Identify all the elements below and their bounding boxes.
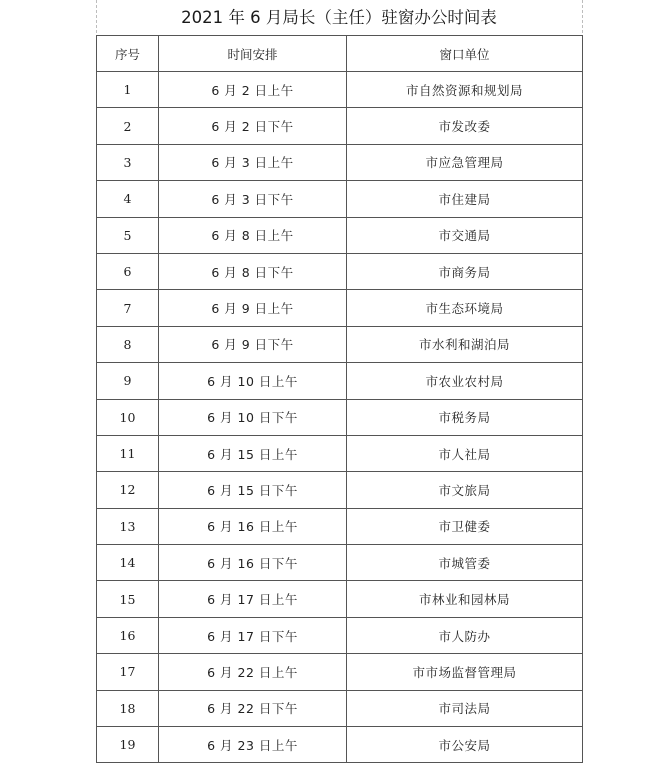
row-number: 6 xyxy=(97,253,159,289)
row-time: 6 月 17 日上午 xyxy=(159,581,347,617)
row-time: 6 月 2 日下午 xyxy=(159,108,347,144)
row-time: 6 月 22 日下午 xyxy=(159,690,347,726)
row-department: 市公安局 xyxy=(347,727,583,763)
row-department: 市文旅局 xyxy=(347,472,583,508)
row-time: 6 月 22 日上午 xyxy=(159,654,347,690)
row-number: 4 xyxy=(97,181,159,217)
table-row xyxy=(97,326,583,362)
table-row xyxy=(97,654,583,690)
row-department: 市人防办 xyxy=(347,617,583,653)
row-time: 6 月 9 日下午 xyxy=(159,326,347,362)
document-title: 2021 年 6 月局长（主任）驻窗办公时间表 xyxy=(181,8,497,27)
table-row xyxy=(97,727,583,763)
table-row xyxy=(97,363,583,399)
row-time: 6 月 16 日下午 xyxy=(159,545,347,581)
row-number: 1 xyxy=(97,72,159,108)
row-time: 6 月 23 日上午 xyxy=(159,727,347,763)
row-time: 6 月 10 日上午 xyxy=(159,363,347,399)
table-row xyxy=(97,72,583,108)
table-row xyxy=(97,217,583,253)
row-time: 6 月 8 日下午 xyxy=(159,253,347,289)
row-department: 市卫健委 xyxy=(347,508,583,544)
row-department: 市林业和园林局 xyxy=(347,581,583,617)
row-department: 市税务局 xyxy=(347,399,583,435)
row-time: 6 月 2 日上午 xyxy=(159,72,347,108)
header-row xyxy=(97,36,583,72)
row-number: 9 xyxy=(97,363,159,399)
table-row xyxy=(97,435,583,471)
table-row xyxy=(97,508,583,544)
row-number: 11 xyxy=(97,435,159,471)
table-row xyxy=(97,545,583,581)
row-department: 市农业农村局 xyxy=(347,363,583,399)
row-department: 市水利和湖泊局 xyxy=(347,326,583,362)
table-row xyxy=(97,617,583,653)
row-department: 市住建局 xyxy=(347,181,583,217)
row-number: 10 xyxy=(97,399,159,435)
row-department: 市城管委 xyxy=(347,545,583,581)
row-time: 6 月 17 日下午 xyxy=(159,617,347,653)
row-department: 市自然资源和规划局 xyxy=(347,72,583,108)
row-department: 市司法局 xyxy=(347,690,583,726)
row-department: 市商务局 xyxy=(347,253,583,289)
row-number: 15 xyxy=(97,581,159,617)
row-time: 6 月 9 日上午 xyxy=(159,290,347,326)
row-number: 18 xyxy=(97,690,159,726)
table-body xyxy=(97,72,583,763)
row-department: 市人社局 xyxy=(347,435,583,471)
row-number: 16 xyxy=(97,617,159,653)
row-time: 6 月 10 日下午 xyxy=(159,399,347,435)
table-row xyxy=(97,472,583,508)
row-department: 市市场监督管理局 xyxy=(347,654,583,690)
row-number: 19 xyxy=(97,727,159,763)
row-time: 6 月 15 日下午 xyxy=(159,472,347,508)
table-row xyxy=(97,399,583,435)
row-number: 2 xyxy=(97,108,159,144)
row-department: 市应急管理局 xyxy=(347,144,583,180)
row-number: 13 xyxy=(97,508,159,544)
table-row xyxy=(97,581,583,617)
row-time: 6 月 16 日上午 xyxy=(159,508,347,544)
row-department: 市交通局 xyxy=(347,217,583,253)
table-row xyxy=(97,290,583,326)
row-time: 6 月 8 日上午 xyxy=(159,217,347,253)
row-number: 12 xyxy=(97,472,159,508)
table-row xyxy=(97,181,583,217)
table-row xyxy=(97,253,583,289)
table-row xyxy=(97,108,583,144)
header-department: 窗口单位 xyxy=(347,36,583,72)
row-number: 5 xyxy=(97,217,159,253)
row-number: 8 xyxy=(97,326,159,362)
table-row xyxy=(97,690,583,726)
header-number: 序号 xyxy=(97,36,159,72)
row-time: 6 月 15 日上午 xyxy=(159,435,347,471)
row-number: 3 xyxy=(97,144,159,180)
row-department: 市生态环境局 xyxy=(347,290,583,326)
row-time: 6 月 3 日上午 xyxy=(159,144,347,180)
row-department: 市发改委 xyxy=(347,108,583,144)
row-number: 7 xyxy=(97,290,159,326)
row-number: 17 xyxy=(97,654,159,690)
header-time: 时间安排 xyxy=(159,36,347,72)
row-number: 14 xyxy=(97,545,159,581)
row-time: 6 月 3 日下午 xyxy=(159,181,347,217)
schedule-table xyxy=(96,35,583,763)
table-row xyxy=(97,144,583,180)
